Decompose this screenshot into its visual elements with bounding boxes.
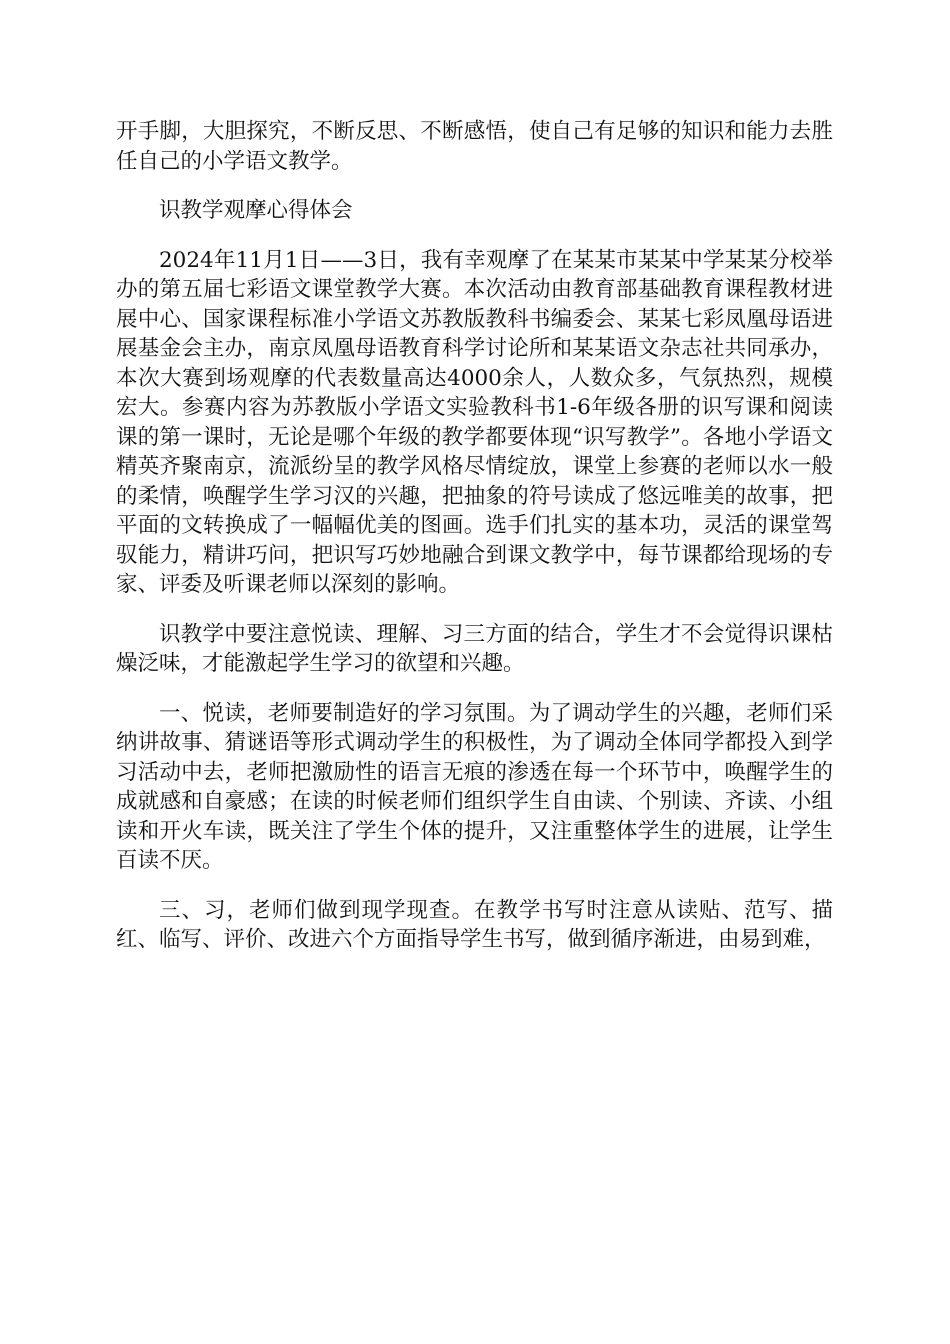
paragraph-continuation: 开手脚，大胆探究，不断反思、不断感悟，使自己有足够的知识和能力去胜任自己的小学语文教学。 (116, 119, 833, 174)
document-page (116, 117, 833, 975)
paragraph-teaching-principle: 识教学中要注意悦读、理解、习三方面的结合，学生才不会觉得识课枯燥泛味，才能激起学生学习的欲望和兴趣。 (116, 621, 833, 676)
paragraph-point-practice: 三、习，老师们做到现学现查。在教学书写时注意从读贴、范写、描红、临写、评价、改进六个方面指导学生书写，做到循序渐进，由易到难， (116, 897, 833, 952)
paragraph-event-description: 2024年11月1日——3日，我有幸观摩了在某某市某某中学某某分校举办的第五届七彩语文课堂教学大赛。本次活动由教育部基础教育课程教材进展中心、国家课程标准小学语文苏教版教科书编委会、某某七彩凤凰母语进展基金会主办，南京凤凰母语教育科学讨论所和某某语文杂志社共同承办，本次大赛到场观摩的代表数量高达4000余人，人数众多，气氛热烈，规模宏大。参赛内容为苏教版小学语文实验教科书1-6年级各册的识写课和阅读课的第一课时，无论是哪个年级的教学都要体现“识写教学”。各地小学语文精英齐聚南京，流派纷呈的教学风格尽情绽放，课堂上参赛的老师以水一般的柔情，唤醒学生学习汉的兴趣，把抽象的符号读成了悠远唯美的故事，把平面的文转换成了一幅幅优美的图画。选手们扎实的基本功，灵活的课堂驾驭能力，精讲巧问，把识写巧妙地融合到课文教学中，每节课都给现场的专家、评委及听课老师以深刻的影响。 (116, 247, 833, 597)
section-title: 识教学观摩心得体会 (159, 198, 353, 223)
paragraph-point-reading: 一、悦读，老师要制造好的学习氛围。为了调动学生的兴趣，老师们采纳讲故事、猜谜语等形式调动学生的积极性，为了调动全体同学都投入到学习活动中去，老师把激励性的语言无痕的渗透在每一个环节中，唤醒学生的成就感和自豪感；在读的时候老师们组织学生自由读、个别读、齐读、小组读和开火车读，既关注了学生个体的提升，又注重整体学生的进展，让学生百读不厌。 (116, 700, 833, 873)
